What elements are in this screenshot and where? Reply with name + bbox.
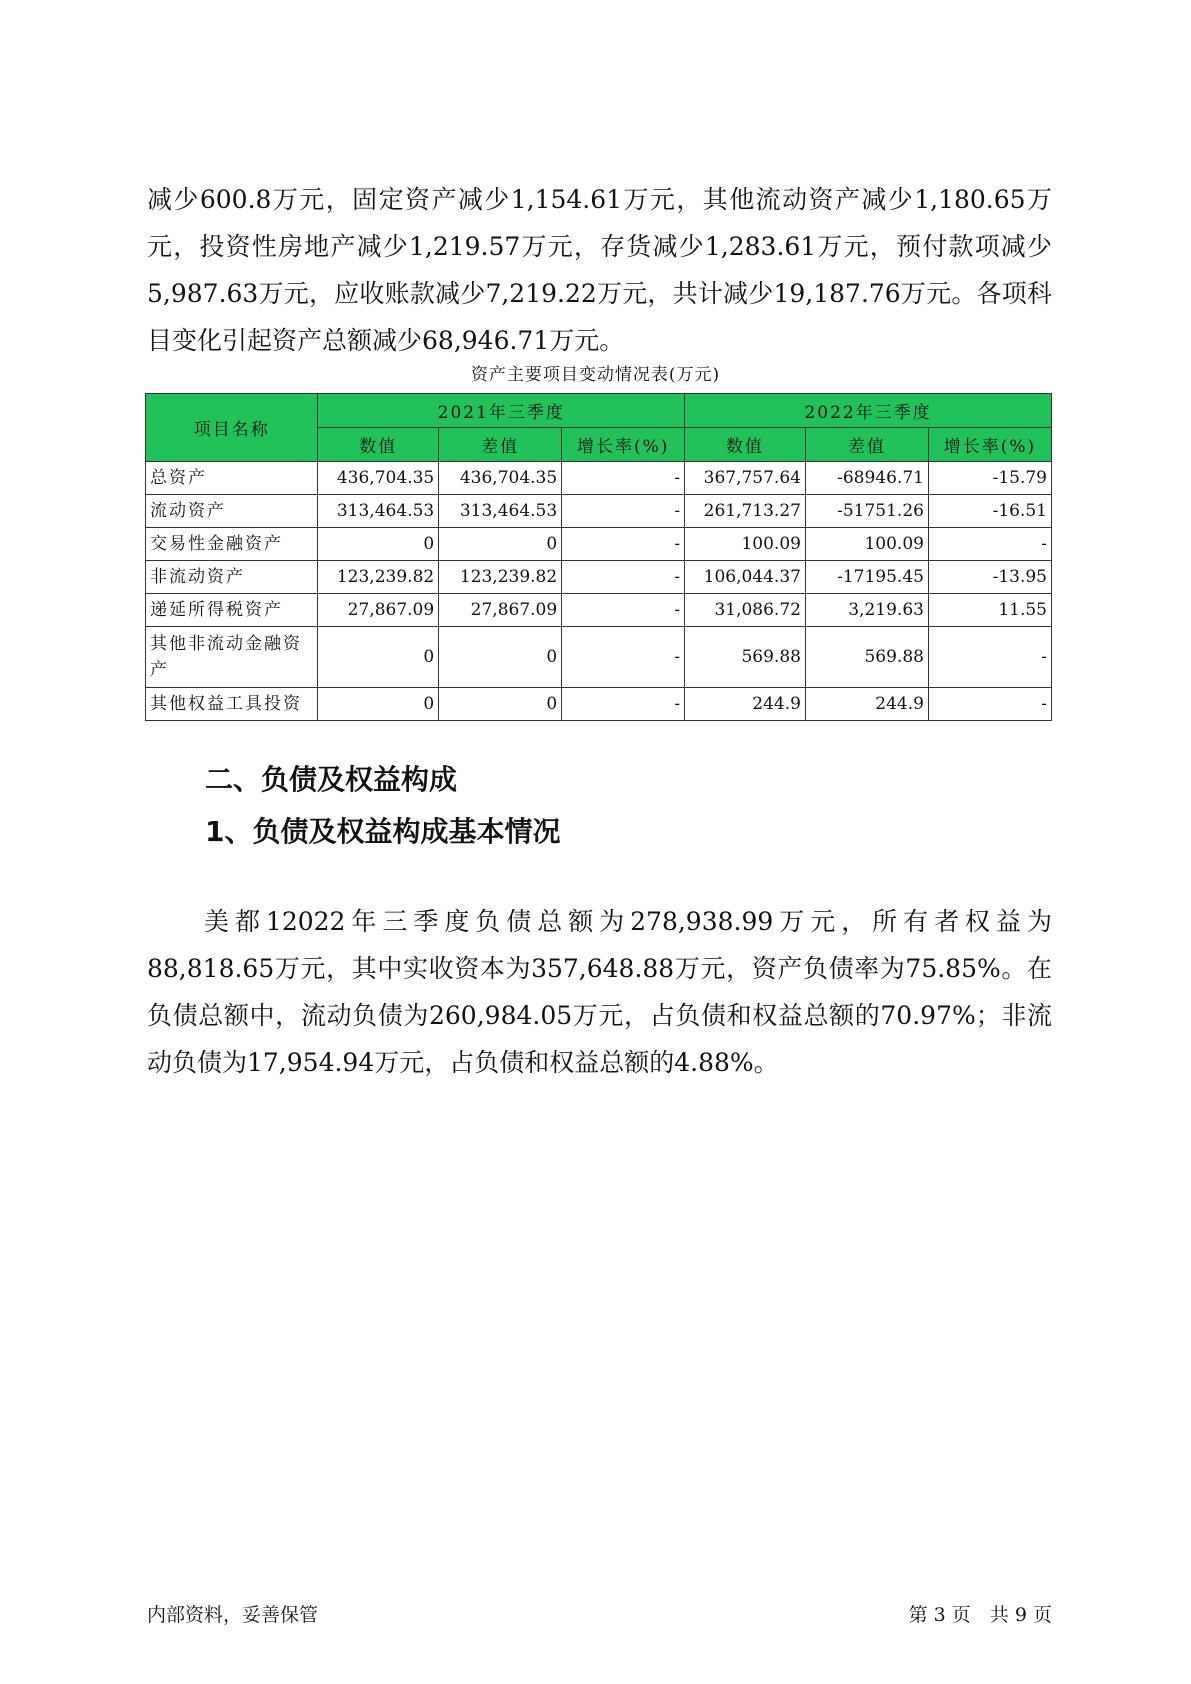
page-suffix: 页 (1032, 1604, 1052, 1626)
page-mid: 页 共 (951, 1604, 1009, 1626)
cell-diff-2022: -51751.26 (805, 495, 928, 528)
cell-rate-2021: - (562, 495, 685, 528)
cell-value-2022: 100.09 (685, 528, 806, 561)
header-item-name: 项目名称 (146, 394, 318, 462)
subheader-growth-rate: 增长率(%) (562, 428, 685, 462)
row-name: 其他权益工具投资 (146, 688, 318, 721)
paragraph-liabilities-summary: 美都12022年三季度负债总额为278,938.99万元，所有者权益为88,818.65万元，其中实收资本为357,648.88万元，资产负债率为75.85%。在负债总额中，流动负债为260,984.05万元，占负债和权益总额的70.97%；非流动负债为17,954.94万元，占负债和权益总额的4.88%。 (147, 907, 1052, 1077)
cell-rate-2022: -16.51 (928, 495, 1051, 528)
cell-diff-2021: 123,239.82 (439, 561, 562, 594)
cell-diff-2021: 0 (439, 528, 562, 561)
page-number (909, 1602, 1052, 1628)
cell-value-2021: 123,239.82 (318, 561, 439, 594)
subheader-difference: 差值 (439, 428, 562, 462)
table-row (146, 561, 1052, 594)
cell-value-2021: 436,704.35 (318, 462, 439, 495)
page-total: 9 (1014, 1604, 1027, 1626)
cell-diff-2022: -17195.45 (805, 561, 928, 594)
cell-diff-2021: 27,867.09 (439, 594, 562, 627)
table-row (146, 528, 1052, 561)
sub-heading: 1、负债及权益构成基本情况 (205, 815, 561, 848)
cell-diff-2021: 0 (439, 688, 562, 721)
cell-diff-2022: 569.88 (805, 627, 928, 688)
row-name: 交易性金融资产 (146, 528, 318, 561)
cell-value-2022: 261,713.27 (685, 495, 806, 528)
cell-value-2022: 367,757.64 (685, 462, 806, 495)
cell-rate-2021: - (562, 528, 685, 561)
cell-diff-2022: -68946.71 (805, 462, 928, 495)
cell-rate-2021: - (562, 688, 685, 721)
cell-value-2021: 0 (318, 528, 439, 561)
cell-diff-2021: 436,704.35 (439, 462, 562, 495)
table-row (146, 688, 1052, 721)
cell-diff-2021: 313,464.53 (439, 495, 562, 528)
table-row (146, 594, 1052, 627)
cell-rate-2022: - (928, 688, 1051, 721)
cell-diff-2022: 3,219.63 (805, 594, 928, 627)
row-name: 其他非流动金融资产 (146, 627, 318, 688)
cell-rate-2021: - (562, 627, 685, 688)
cell-diff-2022: 100.09 (805, 528, 928, 561)
cell-rate-2022: - (928, 528, 1051, 561)
cell-value-2022: 569.88 (685, 627, 806, 688)
subheader-difference: 差值 (805, 428, 928, 462)
row-name: 总资产 (146, 462, 318, 495)
table-row (146, 462, 1052, 495)
row-name: 非流动资产 (146, 561, 318, 594)
subheader-growth-rate: 增长率(%) (928, 428, 1051, 462)
page-prefix: 第 (908, 1604, 928, 1626)
row-name: 流动资产 (146, 495, 318, 528)
cell-rate-2022: -15.79 (928, 462, 1051, 495)
cell-diff-2022: 244.9 (805, 688, 928, 721)
paragraph-assets-summary: 减少600.8万元，固定资产减少1,154.61万元，其他流动资产减少1,180.65万元，投资性房地产减少1,219.57万元，存货减少1,283.61万元，预付款项减少5,987.63万元，应收账款减少7,219.22万元，共计减少19,187.76万元。各项科目变化引起资产总额减少68,946.71万元。 (147, 185, 1052, 355)
header-period-2021: 2021年三季度 (318, 394, 685, 428)
subheader-value: 数值 (685, 428, 806, 462)
footer-confidential-note: 内部资料，妥善保管 (147, 1604, 319, 1626)
cell-rate-2021: - (562, 462, 685, 495)
cell-rate-2022: -13.95 (928, 561, 1051, 594)
cell-rate-2022: - (928, 627, 1051, 688)
cell-rate-2021: - (562, 561, 685, 594)
assets-change-table (145, 393, 1052, 721)
cell-value-2022: 106,044.37 (685, 561, 806, 594)
cell-rate-2022: 11.55 (928, 594, 1051, 627)
section-heading: 二、负债及权益构成 (205, 763, 458, 796)
subheader-value: 数值 (318, 428, 439, 462)
cell-value-2021: 27,867.09 (318, 594, 439, 627)
cell-value-2022: 31,086.72 (685, 594, 806, 627)
row-name: 递延所得税资产 (146, 594, 318, 627)
table-row (146, 627, 1052, 688)
cell-value-2021: 0 (318, 688, 439, 721)
cell-diff-2021: 0 (439, 627, 562, 688)
cell-value-2022: 244.9 (685, 688, 806, 721)
page-current: 3 (933, 1604, 946, 1626)
table-caption: 资产主要项目变动情况表(万元) (470, 365, 721, 385)
cell-value-2021: 0 (318, 627, 439, 688)
table-row (146, 495, 1052, 528)
cell-rate-2021: - (562, 594, 685, 627)
header-period-2022: 2022年三季度 (685, 394, 1052, 428)
cell-value-2021: 313,464.53 (318, 495, 439, 528)
